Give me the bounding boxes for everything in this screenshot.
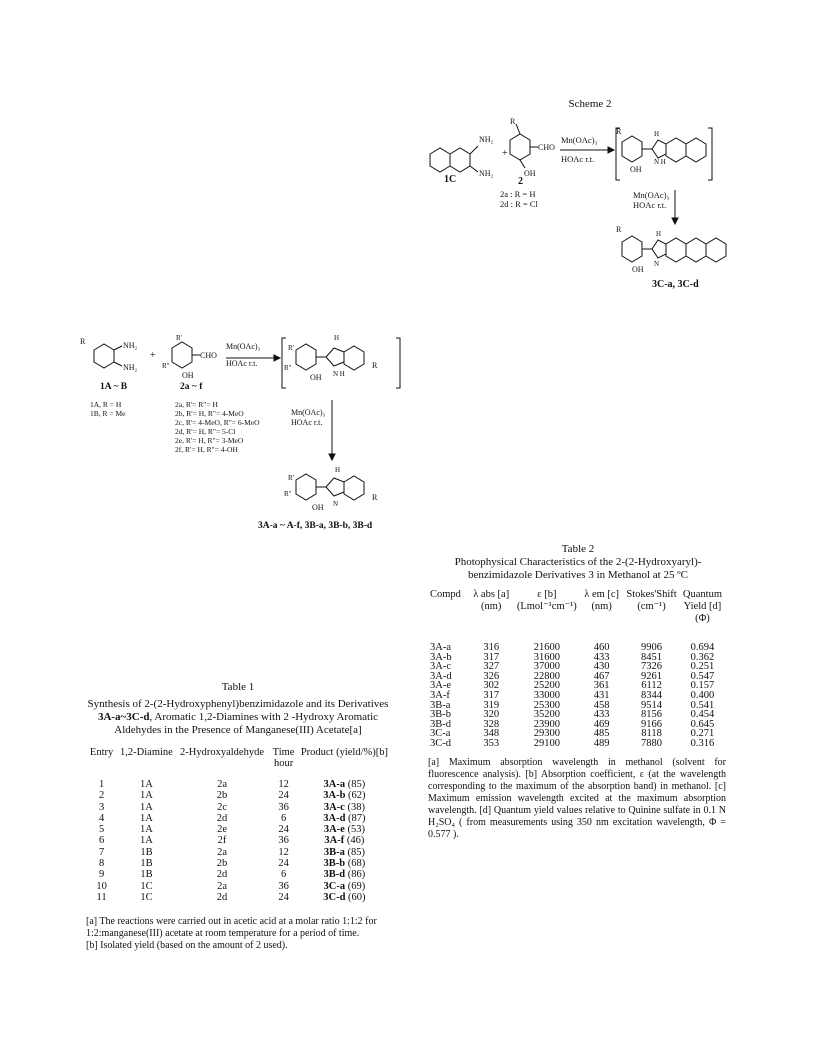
- t1-cell-time: 36: [278, 835, 289, 847]
- table-2-label: Table 2: [561, 543, 595, 555]
- table-2-header: [428, 589, 724, 643]
- t2-cell-compd: 3B-d: [430, 718, 451, 730]
- t1-header-aldehyde: 2-Hydroxyaldehyde: [180, 747, 265, 758]
- t2-cell-qy: 0.547: [690, 670, 715, 682]
- t2-cell-eps: 29300: [533, 728, 560, 740]
- t2-cell-eps: 29100: [533, 737, 560, 749]
- t1-cell-diamine: 1B: [140, 846, 153, 858]
- t1-cell-entry: 4: [98, 812, 105, 824]
- t1-cell-product: [299, 869, 390, 880]
- t1-cell-yield: (85): [347, 846, 365, 858]
- t1-cell-diamine: 1A: [140, 812, 153, 824]
- t1-cell-yield: (85): [347, 779, 366, 790]
- t2-cell-stokes: 8344: [641, 689, 663, 701]
- table-row: [86, 802, 390, 813]
- definition-item: 2b, R'= H, R"= 4-MeO: [175, 409, 244, 418]
- t2-cell-qy: 0.694: [690, 642, 715, 653]
- definition-item: 2f, R'= H, R"= 4-OH: [175, 445, 238, 454]
- diamine-definitions: [90, 400, 125, 418]
- diamine-structure: [80, 337, 138, 372]
- t2-cell-em: 469: [593, 718, 610, 730]
- svg-text:R: R: [372, 493, 378, 502]
- definition-item: 1B, R = Me: [90, 409, 126, 418]
- conditions-s1: HOAc r.t.: [226, 359, 258, 368]
- table-1-label: Table 1: [221, 681, 255, 693]
- t1-cell-entry: 3: [98, 801, 105, 813]
- svg-text:+: +: [150, 350, 156, 361]
- t2-cell-abs: 317: [483, 651, 500, 663]
- t1-cell-yield: (38): [347, 801, 365, 813]
- svg-text:R: R: [80, 337, 86, 346]
- product-3a-structure: [284, 466, 378, 512]
- t2-cell-abs: 353: [483, 737, 500, 749]
- label-2a-f: 2a ~ f: [180, 382, 203, 392]
- t2-cell-stokes: 7326: [641, 661, 663, 673]
- t2-cell-em: 467: [593, 670, 610, 682]
- t1-cell-product-id: 3A-a: [323, 779, 346, 790]
- table-row: [428, 681, 724, 691]
- t2-cell-em: 460: [593, 642, 610, 653]
- t1-cell-diamine: 1C: [140, 891, 153, 903]
- svg-text:N: N: [333, 500, 339, 508]
- t1-cell-entry: 8: [98, 858, 105, 870]
- svg-text:R: R: [372, 361, 378, 370]
- table-1-caption: [76, 698, 400, 737]
- t2-cell-compd: 3A-a: [430, 642, 451, 653]
- t1-cell-aldehyde: 2a: [217, 846, 227, 858]
- t1-cell-aldehyde: 2c: [217, 801, 227, 813]
- t2-cell-stokes: 7880: [641, 737, 663, 749]
- t2-cell-abs: 316: [483, 642, 500, 653]
- t1-cell-aldehyde: 2b: [216, 790, 228, 802]
- t1-cell-aldehyde: 2f: [217, 835, 227, 847]
- t2-cell-eps: 23900: [533, 718, 560, 730]
- t2-cell-compd: 3A-c: [430, 661, 451, 673]
- table-row: [86, 835, 390, 846]
- svg-text:R': R': [288, 344, 294, 352]
- t1-cell-aldehyde: 2d: [216, 891, 228, 903]
- label-1a-b: 1A ~ B: [100, 382, 128, 392]
- compound-2-structure: [510, 117, 555, 178]
- t2-cell-compd: 3C-a: [430, 728, 451, 740]
- t2-cell-qy: 0.362: [690, 651, 715, 663]
- t2-cell-abs: 302: [483, 680, 500, 692]
- svg-text:OH: OH: [524, 169, 536, 178]
- t1-cell-product-id: 3C-a: [323, 880, 346, 892]
- svg-text:R: R: [616, 127, 622, 136]
- t2-cell-eps: 33000: [533, 689, 560, 701]
- t2-cell-abs: 320: [483, 709, 500, 721]
- t1-header-product: Product (yield/%)[b]: [300, 747, 388, 758]
- table-row: [428, 720, 724, 730]
- t1-cell-time: 6: [280, 812, 287, 824]
- t1-cell-product: [299, 790, 390, 801]
- svg-text:H: H: [656, 230, 662, 238]
- t1-cell-product: [299, 779, 390, 790]
- t1-cell-entry: 11: [96, 891, 107, 903]
- t1-cell-product-id: 3A-d: [323, 812, 346, 824]
- t2-cell-stokes: 9514: [641, 699, 663, 711]
- t1-cell-product-id: 3A-c: [323, 801, 345, 813]
- svg-text:N H: N H: [654, 158, 666, 166]
- table-row: [86, 858, 390, 869]
- product-3c-structure: [616, 225, 726, 274]
- t2-cell-stokes: 9906: [641, 642, 663, 653]
- table-1: [86, 747, 390, 903]
- t1-cell-yield: (87): [348, 812, 366, 824]
- t1-cell-product: [299, 813, 390, 824]
- table-1-caption-line-2: [76, 711, 400, 724]
- t2-cell-stokes: 8451: [641, 651, 663, 663]
- reagent-s1b: Mn(OAc)₃: [291, 408, 326, 417]
- t2-cell-em: 361: [593, 680, 610, 692]
- aldehyde-definitions: [175, 400, 260, 454]
- t1-cell-aldehyde: 2b: [216, 858, 228, 870]
- t2-cell-stokes: 8118: [641, 728, 662, 740]
- t1-cell-time: 6: [280, 869, 287, 881]
- table-row: [428, 672, 724, 682]
- t2-cell-compd: 3A-b: [430, 651, 452, 663]
- t1-cell-diamine: 1A: [140, 779, 153, 790]
- t1-cell-diamine: 1C: [140, 880, 153, 892]
- t1-cell-time: 12: [278, 779, 289, 790]
- t2-cell-stokes: 8156: [641, 709, 663, 721]
- definition-item: 1A, R = H: [90, 400, 122, 409]
- label-2d: 2d : R = Cl: [500, 199, 538, 209]
- t2-cell-abs: 327: [483, 661, 500, 673]
- t1-cell-diamine: 1B: [140, 858, 153, 870]
- t2-cell-stokes: 9261: [641, 670, 663, 682]
- t2-cell-em: 431: [593, 689, 610, 701]
- svg-text:NH₂: NH₂: [479, 169, 494, 178]
- t1-cell-product: [299, 802, 390, 813]
- aldehyde-structure: [162, 334, 217, 380]
- t2-cell-compd: 3B-a: [430, 699, 451, 711]
- svg-text:CHO: CHO: [538, 143, 555, 152]
- t2-cell-eps: 25300: [533, 699, 560, 711]
- t2-cell-compd: 3A-e: [430, 680, 451, 692]
- t2-cell-em: 489: [593, 737, 610, 749]
- definition-item: 2a, R'= R"= H: [175, 400, 218, 409]
- svg-text:OH: OH: [312, 503, 324, 512]
- label-1c: 1C: [444, 174, 457, 185]
- t1-cell-time: 24: [278, 824, 289, 836]
- t1-cell-product-id: 3B-b: [323, 858, 346, 870]
- t2-header-qy: Quantum Yield [d] (Φ): [682, 589, 722, 624]
- conditions-s1b: HOAc r.t.: [291, 418, 323, 427]
- t1-cell-product-id: 3A-b: [323, 790, 346, 802]
- t2-cell-abs: 317: [483, 689, 500, 701]
- t2-cell-em: 485: [593, 728, 610, 740]
- reagent-2: Mn(OAc)₃: [633, 190, 670, 200]
- t2-cell-stokes: 6112: [641, 680, 662, 692]
- intermediate-structure: [616, 127, 712, 180]
- t2-header-compd: Compd: [430, 589, 461, 600]
- svg-text:R": R": [284, 490, 292, 498]
- t1-cell-entry: 1: [98, 779, 105, 790]
- t1-cell-product: [299, 835, 390, 846]
- t2-cell-compd: 3C-d: [430, 737, 451, 749]
- svg-text:R': R': [288, 474, 294, 482]
- t2-cell-stokes: 9166: [641, 718, 663, 730]
- t1-cell-aldehyde: 2a: [217, 779, 227, 790]
- t1-cell-time: 24: [278, 891, 289, 903]
- svg-text:H: H: [335, 466, 341, 474]
- svg-text:OH: OH: [310, 373, 322, 382]
- t2-cell-qy: 0.157: [690, 680, 715, 692]
- table-row: [86, 790, 390, 801]
- t1-cell-product-id: 3B-d: [323, 869, 346, 881]
- t1-cell-time: 36: [278, 880, 289, 892]
- t1-cell-aldehyde: 2a: [217, 880, 227, 892]
- t1-cell-entry: 7: [98, 846, 105, 858]
- conditions-2: HOAc r.t.: [633, 200, 667, 210]
- svg-text:H: H: [334, 334, 340, 342]
- svg-text:NH₂: NH₂: [479, 135, 494, 144]
- t1-header-diamine: 1,2-Diamine: [120, 747, 173, 758]
- t2-cell-eps: 25200: [533, 680, 560, 692]
- table-2-body: [428, 643, 724, 749]
- svg-text:R': R': [176, 334, 182, 342]
- svg-text:R: R: [616, 225, 622, 234]
- t2-cell-em: 433: [593, 709, 610, 721]
- t1-cell-aldehyde: 2e: [217, 824, 227, 836]
- t2-cell-compd: 3A-d: [430, 670, 452, 682]
- table-row: [428, 739, 724, 749]
- table-2: [428, 589, 724, 749]
- t1-cell-entry: 2: [98, 790, 105, 802]
- t2-cell-abs: 328: [483, 718, 500, 730]
- t2-cell-eps: 21600: [533, 642, 560, 653]
- t2-header-abs: λ abs [a] (nm): [473, 589, 510, 612]
- t1-cell-yield: (68): [347, 858, 366, 870]
- t1-cell-aldehyde: 2d: [216, 812, 228, 824]
- scheme-2-title: Scheme 2: [568, 98, 612, 110]
- table-1-header: [86, 747, 390, 779]
- table-2-caption-line-1: Photophysical Characteristics of the 2-(2-Hydroxyaryl)-: [454, 556, 702, 568]
- definition-item: 2e, R'= H, R"= 3-MeO: [175, 436, 244, 445]
- t1-cell-entry: 6: [98, 835, 105, 847]
- table-row: [86, 892, 390, 903]
- reagent-s1: Mn(OAc)₃: [226, 342, 261, 351]
- t2-cell-qy: 0.400: [690, 689, 715, 701]
- t1-cell-yield: (86): [347, 869, 366, 881]
- svg-text:OH: OH: [182, 371, 194, 380]
- table-row: [428, 710, 724, 720]
- svg-text:R": R": [284, 364, 292, 372]
- t2-cell-qy: 0.251: [690, 661, 715, 673]
- table-row: [428, 643, 724, 653]
- t1-cell-product: [299, 858, 390, 869]
- t2-cell-abs: 326: [483, 670, 500, 682]
- table-2-caption: [428, 556, 728, 582]
- t1-cell-product-id: 3C-d: [323, 891, 346, 903]
- t2-cell-eps: 22800: [533, 670, 560, 682]
- table-1-footnotes: [86, 916, 396, 952]
- t1-cell-yield: (62): [348, 790, 366, 802]
- table-1-caption-line-2-rest: , Aromatic 1,2-Diamines with 2 -Hydroxy Aromatic: [149, 711, 379, 723]
- t1-header-time: Time hour: [272, 747, 295, 769]
- t2-header-eps: ε [b] (Lmol⁻¹cm⁻¹): [516, 589, 577, 612]
- table-1-caption-compounds: 3A-a~3C-d: [97, 711, 150, 723]
- product-label-3c: 3C-a, 3C-d: [652, 279, 699, 290]
- t1-cell-yield: (46): [346, 835, 365, 847]
- svg-text:N H: N H: [333, 370, 345, 378]
- t1-header-entry: Entry: [89, 747, 114, 758]
- t1-cell-time: 36: [278, 801, 289, 813]
- t1-cell-product-id: 3A-f: [324, 835, 345, 847]
- svg-text:R: R: [510, 117, 516, 126]
- t1-cell-time: 12: [278, 846, 289, 858]
- t1-cell-product: [299, 881, 390, 892]
- product-label-3a: 3A-a ~ A-f, 3B-a, 3B-b, 3B-d: [258, 521, 373, 531]
- conditions-1: HOAc r.t.: [561, 154, 595, 164]
- label-2: 2: [518, 176, 523, 187]
- reagent-1: Mn(OAc)₃: [561, 135, 598, 145]
- t2-cell-em: 458: [593, 699, 610, 711]
- t2-cell-qy: 0.645: [690, 718, 715, 730]
- label-2a: 2a : R = H: [500, 189, 536, 199]
- t1-cell-product: [299, 847, 390, 858]
- table-row: [86, 869, 390, 880]
- t2-cell-abs: 319: [483, 699, 500, 711]
- t1-cell-entry: 9: [98, 869, 105, 881]
- t1-cell-product: [299, 824, 390, 835]
- t2-header-stokes: Stokes'Shift (cm⁻¹): [626, 589, 677, 612]
- t1-cell-diamine: 1A: [140, 835, 153, 847]
- t2-cell-abs: 348: [483, 728, 500, 740]
- t1-cell-yield: (60): [348, 891, 366, 903]
- table-1-body: [86, 779, 390, 903]
- svg-text:OH: OH: [632, 265, 644, 274]
- compound-1c-structure: [430, 135, 494, 178]
- t2-cell-qy: 0.454: [690, 709, 715, 721]
- t2-cell-eps: 31600: [533, 651, 560, 663]
- table-1-caption-line-1: Synthesis of 2-(2-Hydroxyphenyl)benzimidazole and its Derivatives: [87, 698, 389, 710]
- table-row: [428, 701, 724, 711]
- t1-cell-yield: (53): [347, 824, 365, 836]
- svg-text:NH₂: NH₂: [123, 341, 138, 350]
- t2-cell-compd: 3A-f: [430, 689, 450, 701]
- t1-cell-diamine: 1A: [140, 790, 153, 802]
- svg-text:OH: OH: [630, 165, 642, 174]
- table-row: [428, 662, 724, 672]
- t2-cell-qy: 0.316: [690, 737, 715, 749]
- t2-cell-eps: 35200: [533, 709, 560, 721]
- t1-cell-time: 24: [278, 790, 289, 802]
- definition-item: 2d, R'= H, R"= 5-Cl: [175, 427, 236, 436]
- table-row: [86, 881, 390, 892]
- t2-cell-eps: 37000: [533, 661, 560, 673]
- svg-text:R": R": [162, 362, 170, 370]
- t1-cell-entry: 5: [98, 824, 105, 836]
- table-row: [428, 653, 724, 663]
- svg-text:NH₂: NH₂: [123, 363, 138, 372]
- t2-cell-em: 430: [593, 661, 610, 673]
- svg-text:N: N: [654, 260, 660, 268]
- t2-cell-em: 433: [593, 651, 610, 663]
- t1-cell-diamine: 1B: [140, 869, 153, 881]
- t1-cell-diamine: 1A: [140, 801, 153, 813]
- t1-cell-time: 24: [278, 858, 289, 870]
- intermediate-1-structure: [282, 334, 400, 388]
- table-row: [86, 813, 390, 824]
- t1-cell-yield: (69): [347, 880, 366, 892]
- table-2-footnote: [a] Maximum absorption wavelength in methanol (solvent for fluorescence analysis). [b] Absorption coefficient, ε (at the wavelength corresponding to the maximum of the absorption band) in methanol. [c] Maximum emission wavelength excited at the maximum absorption wavelength. [d] Quantum yield values relative to Quinine sulfate in 0.1 N H₂SO₄ ( from measurements using 350 nm excitation wavelength, Φ = 0.577 ).: [428, 757, 726, 840]
- table-row: [428, 691, 724, 701]
- definition-item: 2c, R'= 4-MeO, R"= 6-MeO: [175, 418, 260, 427]
- table-row: [428, 729, 724, 739]
- table-row: [86, 847, 390, 858]
- table-1-caption-line-3: Aldehydes in the Presence of Manganese(III) Acetate[a]: [114, 724, 362, 736]
- t2-cell-qy: 0.541: [690, 699, 715, 711]
- t2-header-em: λ em [c] (nm): [584, 589, 620, 612]
- t2-cell-compd: 3B-b: [430, 709, 451, 721]
- table-1-footnote-a: [a] The reactions were carried out in acetic acid at a molar ratio 1:1:2 for 1:2:manganese(III) acetate at room temperature for a period of time.: [86, 916, 377, 939]
- t1-cell-entry: 10: [96, 880, 107, 892]
- svg-text:H: H: [654, 130, 660, 138]
- table-1-footnote-b: [b] Isolated yield (based on the amount of 2 used).: [86, 940, 288, 951]
- t1-cell-product-id: 3B-a: [323, 846, 345, 858]
- t1-cell-product-id: 3A-e: [323, 824, 345, 836]
- svg-text:CHO: CHO: [200, 351, 217, 360]
- t1-cell-diamine: 1A: [140, 824, 153, 836]
- table-row: [86, 824, 390, 835]
- t1-cell-aldehyde: 2d: [216, 869, 228, 881]
- svg-text:+: +: [502, 148, 508, 159]
- table-row: [86, 779, 390, 790]
- table-2-caption-line-2: benzimidazole Derivatives 3 in Methanol at 25 ºC: [468, 569, 688, 581]
- t1-cell-product: [299, 892, 390, 903]
- t2-cell-qy: 0.271: [690, 728, 715, 740]
